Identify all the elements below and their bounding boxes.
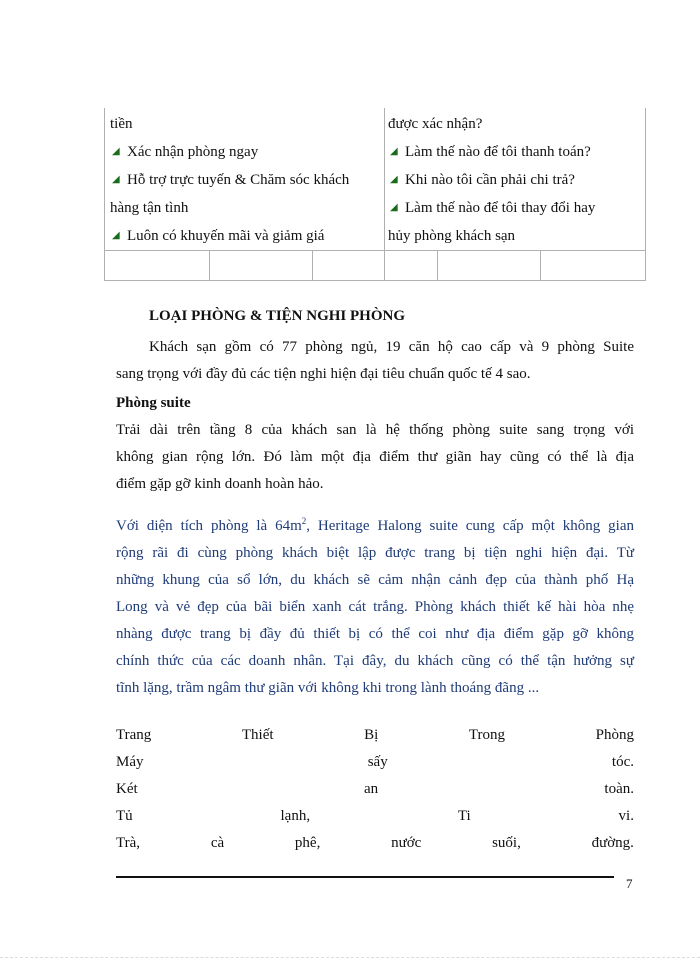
heritage-line: những khung của sổ lớn, du khách sẽ cảm nhận cảnh đẹp của thành phố Hạ	[116, 572, 634, 588]
heritage-line: rộng rãi đi cùng phòng khách biệt lập được trang bị tiện nghi hiện đại. Từ	[116, 545, 634, 561]
page-number: 7	[626, 876, 633, 891]
intro-line: sang trọng với đầy đủ các tiện nghi hiện đại tiêu chuẩn quốc tế 4 sao.	[116, 366, 531, 382]
word: Ti	[457, 808, 471, 824]
word: tóc.	[611, 754, 634, 770]
footer-rule	[116, 876, 614, 878]
heritage-line: tĩnh lặng, trầm ngâm thư giãn với không khi trong lành thoáng đãng ...	[116, 680, 540, 696]
word: cà	[210, 835, 225, 851]
word: Thiết	[241, 727, 274, 743]
heritage-line: nhàng được trang bị đầy đủ thiết bị có thể coi như địa điểm gặp gỡ không	[116, 626, 634, 642]
arrow-bullet-icon: ◢	[390, 146, 398, 157]
word: đường.	[591, 835, 634, 851]
table-cell-left	[110, 110, 382, 250]
equipment-row	[116, 749, 634, 776]
list-item: hàng tận tình	[110, 200, 189, 216]
word: nước	[391, 835, 422, 851]
word: Trang	[116, 727, 152, 743]
equipment-row	[116, 803, 634, 830]
equipment-row	[116, 722, 634, 749]
list-item: hủy phòng khách sạn	[388, 228, 516, 244]
word: Két	[116, 781, 138, 797]
list-item: ◢ Khi nào tôi cần phải chi trả?	[388, 166, 642, 194]
intro-paragraph	[116, 334, 634, 388]
word: vi.	[618, 808, 634, 824]
arrow-bullet-icon: ◢	[390, 202, 398, 213]
suite-title: Phòng suite	[116, 395, 191, 411]
list-item: ◢ Luôn có khuyến mãi và giảm giá	[110, 222, 382, 250]
word: Trà,	[116, 835, 141, 851]
word: Phòng	[595, 727, 634, 743]
table-cell-right	[388, 110, 642, 250]
arrow-bullet-icon: ◢	[112, 146, 120, 157]
info-table	[104, 108, 646, 281]
word: toàn.	[604, 781, 634, 797]
word: lạnh,	[280, 808, 311, 824]
list-item: được xác nhận?	[388, 116, 483, 132]
section-heading: LOẠI PHÒNG & TIỆN NGHI PHÒNG	[149, 308, 405, 324]
word: sấy	[367, 754, 388, 770]
list-item: ◢ Hỗ trợ trực tuyến & Chăm sóc khách	[110, 166, 382, 194]
word: Máy	[116, 754, 144, 770]
equipment-row	[116, 776, 634, 803]
word: Tủ	[116, 808, 133, 824]
arrow-bullet-icon: ◢	[390, 174, 398, 185]
intro-line: Khách sạn gồm có 77 phòng ngủ, 19 căn hộ cao cấp và 9 phòng Suite	[149, 339, 634, 355]
suite-line: Trải dài trên tầng 8 của khách san là hệ thống phòng suite sang trọng với	[116, 422, 634, 438]
heritage-paragraph	[116, 513, 634, 702]
word: suối,	[492, 835, 521, 851]
heritage-line: chính thức của các doanh nhân. Tại đây, du khách cũng có thể tận hưởng sự	[116, 653, 634, 669]
word: phê,	[294, 835, 321, 851]
suite-line: điểm gặp gỡ kinh doanh hoàn hảo.	[116, 476, 324, 492]
equipment-row	[116, 830, 634, 857]
word: Bị	[364, 727, 379, 743]
heritage-line: Long và vẻ đẹp của bãi biển xanh cát trắng. Phòng khách thiết kế hài hòa nhẹ	[116, 599, 634, 615]
arrow-bullet-icon: ◢	[112, 174, 120, 185]
suite-section	[116, 390, 634, 498]
equipment-list	[116, 722, 634, 857]
word: Trong	[468, 727, 506, 743]
list-item: ◢ Làm thế nào để tôi thay đổi hay	[388, 194, 642, 222]
arrow-bullet-icon: ◢	[112, 230, 120, 241]
word: an	[363, 781, 379, 797]
list-item: tiền	[110, 116, 133, 132]
suite-line: không gian rộng lớn. Đó làm một địa điểm thư giãn hay cũng có thể là địa	[116, 449, 634, 465]
list-item: ◢ Xác nhận phòng ngay	[110, 138, 382, 166]
page-break-divider	[0, 957, 700, 958]
heritage-line: Với diện tích phòng là $64m^2$, Heritage Halong suite cung cấp một không gian	[116, 516, 634, 534]
list-item: ◢ Làm thế nào để tôi thanh toán?	[388, 138, 642, 166]
